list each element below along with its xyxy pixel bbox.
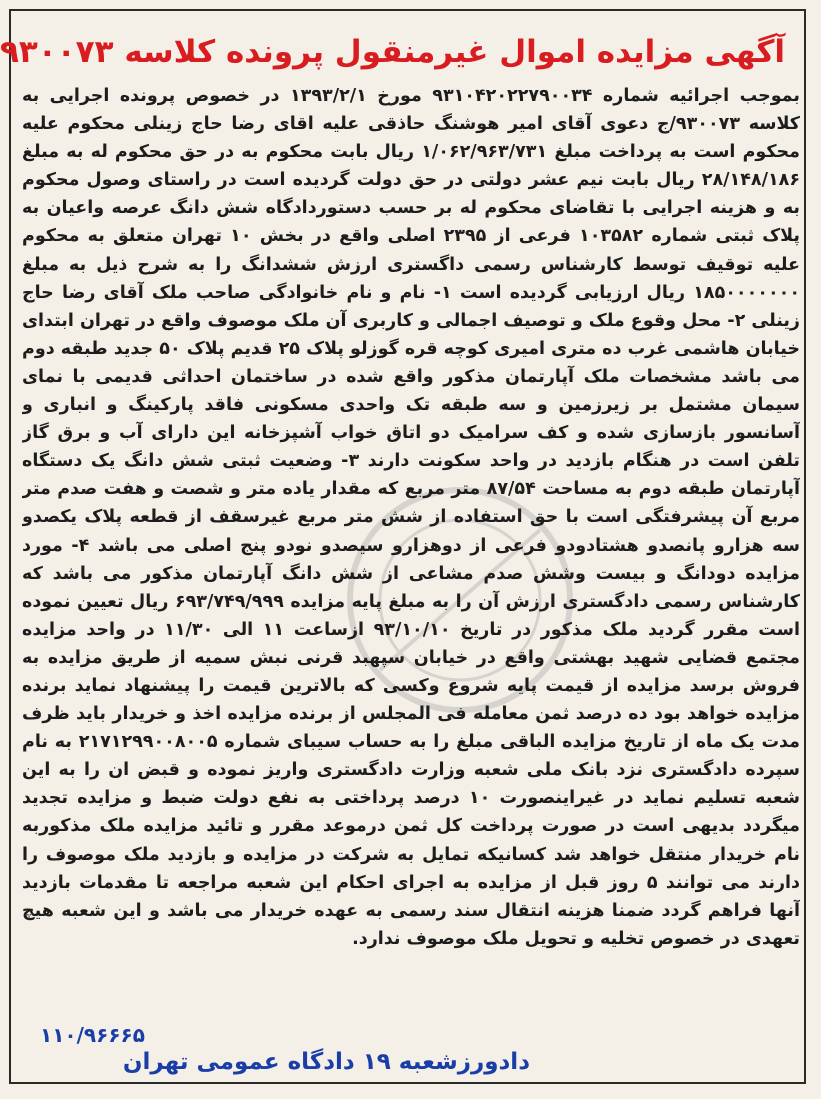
court-signature: دادورزشعبه ۱۹ دادگاه عمومی تهران xyxy=(122,1049,530,1075)
notice-body: بموجب اجرائیه شماره ۹۳۱۰۴۲۰۲۲۷۹۰۰۳۴ مورخ ۱۳۹۳/۲/۱ در خصوص پرونده اجرایی به کلاسه ۹۳۰۰۷۳/ج دعوی آقای امیر هوشنگ حاذقی علیه اقای رضا حاج زینلی محکوم علیه محکوم است به پرداخت مبلغ ۱/۰۶۲/۹۶۳/۷۳۱ ریال بابت محکوم به در حق محکوم له به مبلغ ۲۸/۱۴۸/۱۸۶ ریال بابت نیم عشر دولتی در حق دولت گردیده است در راستای وصول محکوم به و هزینه اجرایی با تقاضای محکوم له بر حسب دستوردادگاه شش دانگ عرصه واعیان به پلاک ثبتی شماره ۱۰۳۵۸۲ فرعی از ۲۳۹۵ اصلی واقع در بخش ۱۰ تهران متعلق به محکوم علیه توقیف توسط کارشناس رسمی داگستری ارزش ششدانگ را به شرح ذیل به مبلغ ۱۸۵۰۰۰۰۰۰۰ ریال ارزیابی گردیده است ۱- نام و نام خانوادگی صاحب ملک آقای رضا حاج زینلی ۲- محل وقوع ملک و توصیف اجمالی و کاربری آن ملک موصوف واقع در تهران ابتدای خیابان هاشمی غرب ده متری امیری کوچه قره گوزلو پلاک ۲۵ قدیم پلاک ۵۰ جدید طبقه دوم می باشد مشخصات ملک آپارتمان مذکور واقع شده در ساختمان احداثی قدیمی با نمای سیمان مشتمل بر زیرزمین و سه طبقه تک واحدی مسکونی فاقد پارکینگ و انباری و آسانسور بازسازی شده و کف سرامیک دو اتاق خواب آشپزخانه این دارای آب و برق گاز تلفن است در هنگام بازدید در واحد سکونت دارند ۳- وضعیت ثبتی شش دانگ یک دستگاه آپارتمان طبقه دوم به مساحت ۸۷/۵۴ متر مربع که مقدار یاده متر و شصت و هفت صدم متر مربع آن پیشرفتگی است با حق استفاده از شش متر مربع غیرسقف از قطعه پلاک یکصدو سه هزارو پانصدو هشتادودو فرعی از دوهزارو سیصدو نودو پنج اصلی می باشد ۴- مورد مزایده دودانگ و بیست وشش صدم مشاعی از شش دانگ آپارتمان مذکور می باشد که کارشناس رسمی دادگستری ارزش آن را به مبلغ پایه مزایده ۶۹۳/۷۴۹/۹۹۹ ریال تعیین نموده است مقرر گردید ملک مذکور در تاریخ ۹۳/۱۰/۱۰ ازساعت ۱۱ الی ۱۱/۳۰ در واحد مزایده مجتمع قضایی شهید بهشتی واقع در خیابان سپهبد قرنی نبش سمیه از طریق مزایده به فروش برسد مزایده از قیمت پایه شروع وکسی که بالاترین قیمت را پیشنهاد نماید برنده مزایده خواهد بود ده درصد ثمن معامله فی المجلس از برنده مزایده اخذ و خریدار باید ظرف مدت یک ماه از تاریخ مزایده الباقی مبلغ را به حساب سیبای شماره ۲۱۷۱۲۹۹۰۰۸۰۰۵ به نام سپرده دادگستری نزد بانک ملی شعبه وزارت دادگستری واریز نموده و قبض ان را به این شعبه تسلیم نماید در غیراینصورت ۱۰ درصد پرداختی به نفع دولت ضبط و مزایده تجدید میگردد بدیهی است در صورت پرداخت کل ثمن درموعد مقرر و تائید مزایده ملک مذکوربه نام خریدار منتقل خواهد شد کسانیکه تمایل به شرکت در مزایده و بازدید ملک موصوف را دارند می توانند ۵ روز قبل از مزایده به اجرای احکام این شعبه مراجعه تا مقدمات بازدید آنها فراهم گردد ضمنا هزینه انتقال سند رسمی به عهده خریدار می باشد و این شعبه هیچ تعهدی در خصوص تخلیه و تحویل ملک موصوف ندارد. xyxy=(22,86,800,949)
case-number: ۱۱۰/۹۶۶۶۵ xyxy=(40,1023,145,1047)
notice-title: آگهی مزایده اموال غیرمنقول پرونده کلاسه ۹۳۰۰۷۳ xyxy=(0,34,785,70)
